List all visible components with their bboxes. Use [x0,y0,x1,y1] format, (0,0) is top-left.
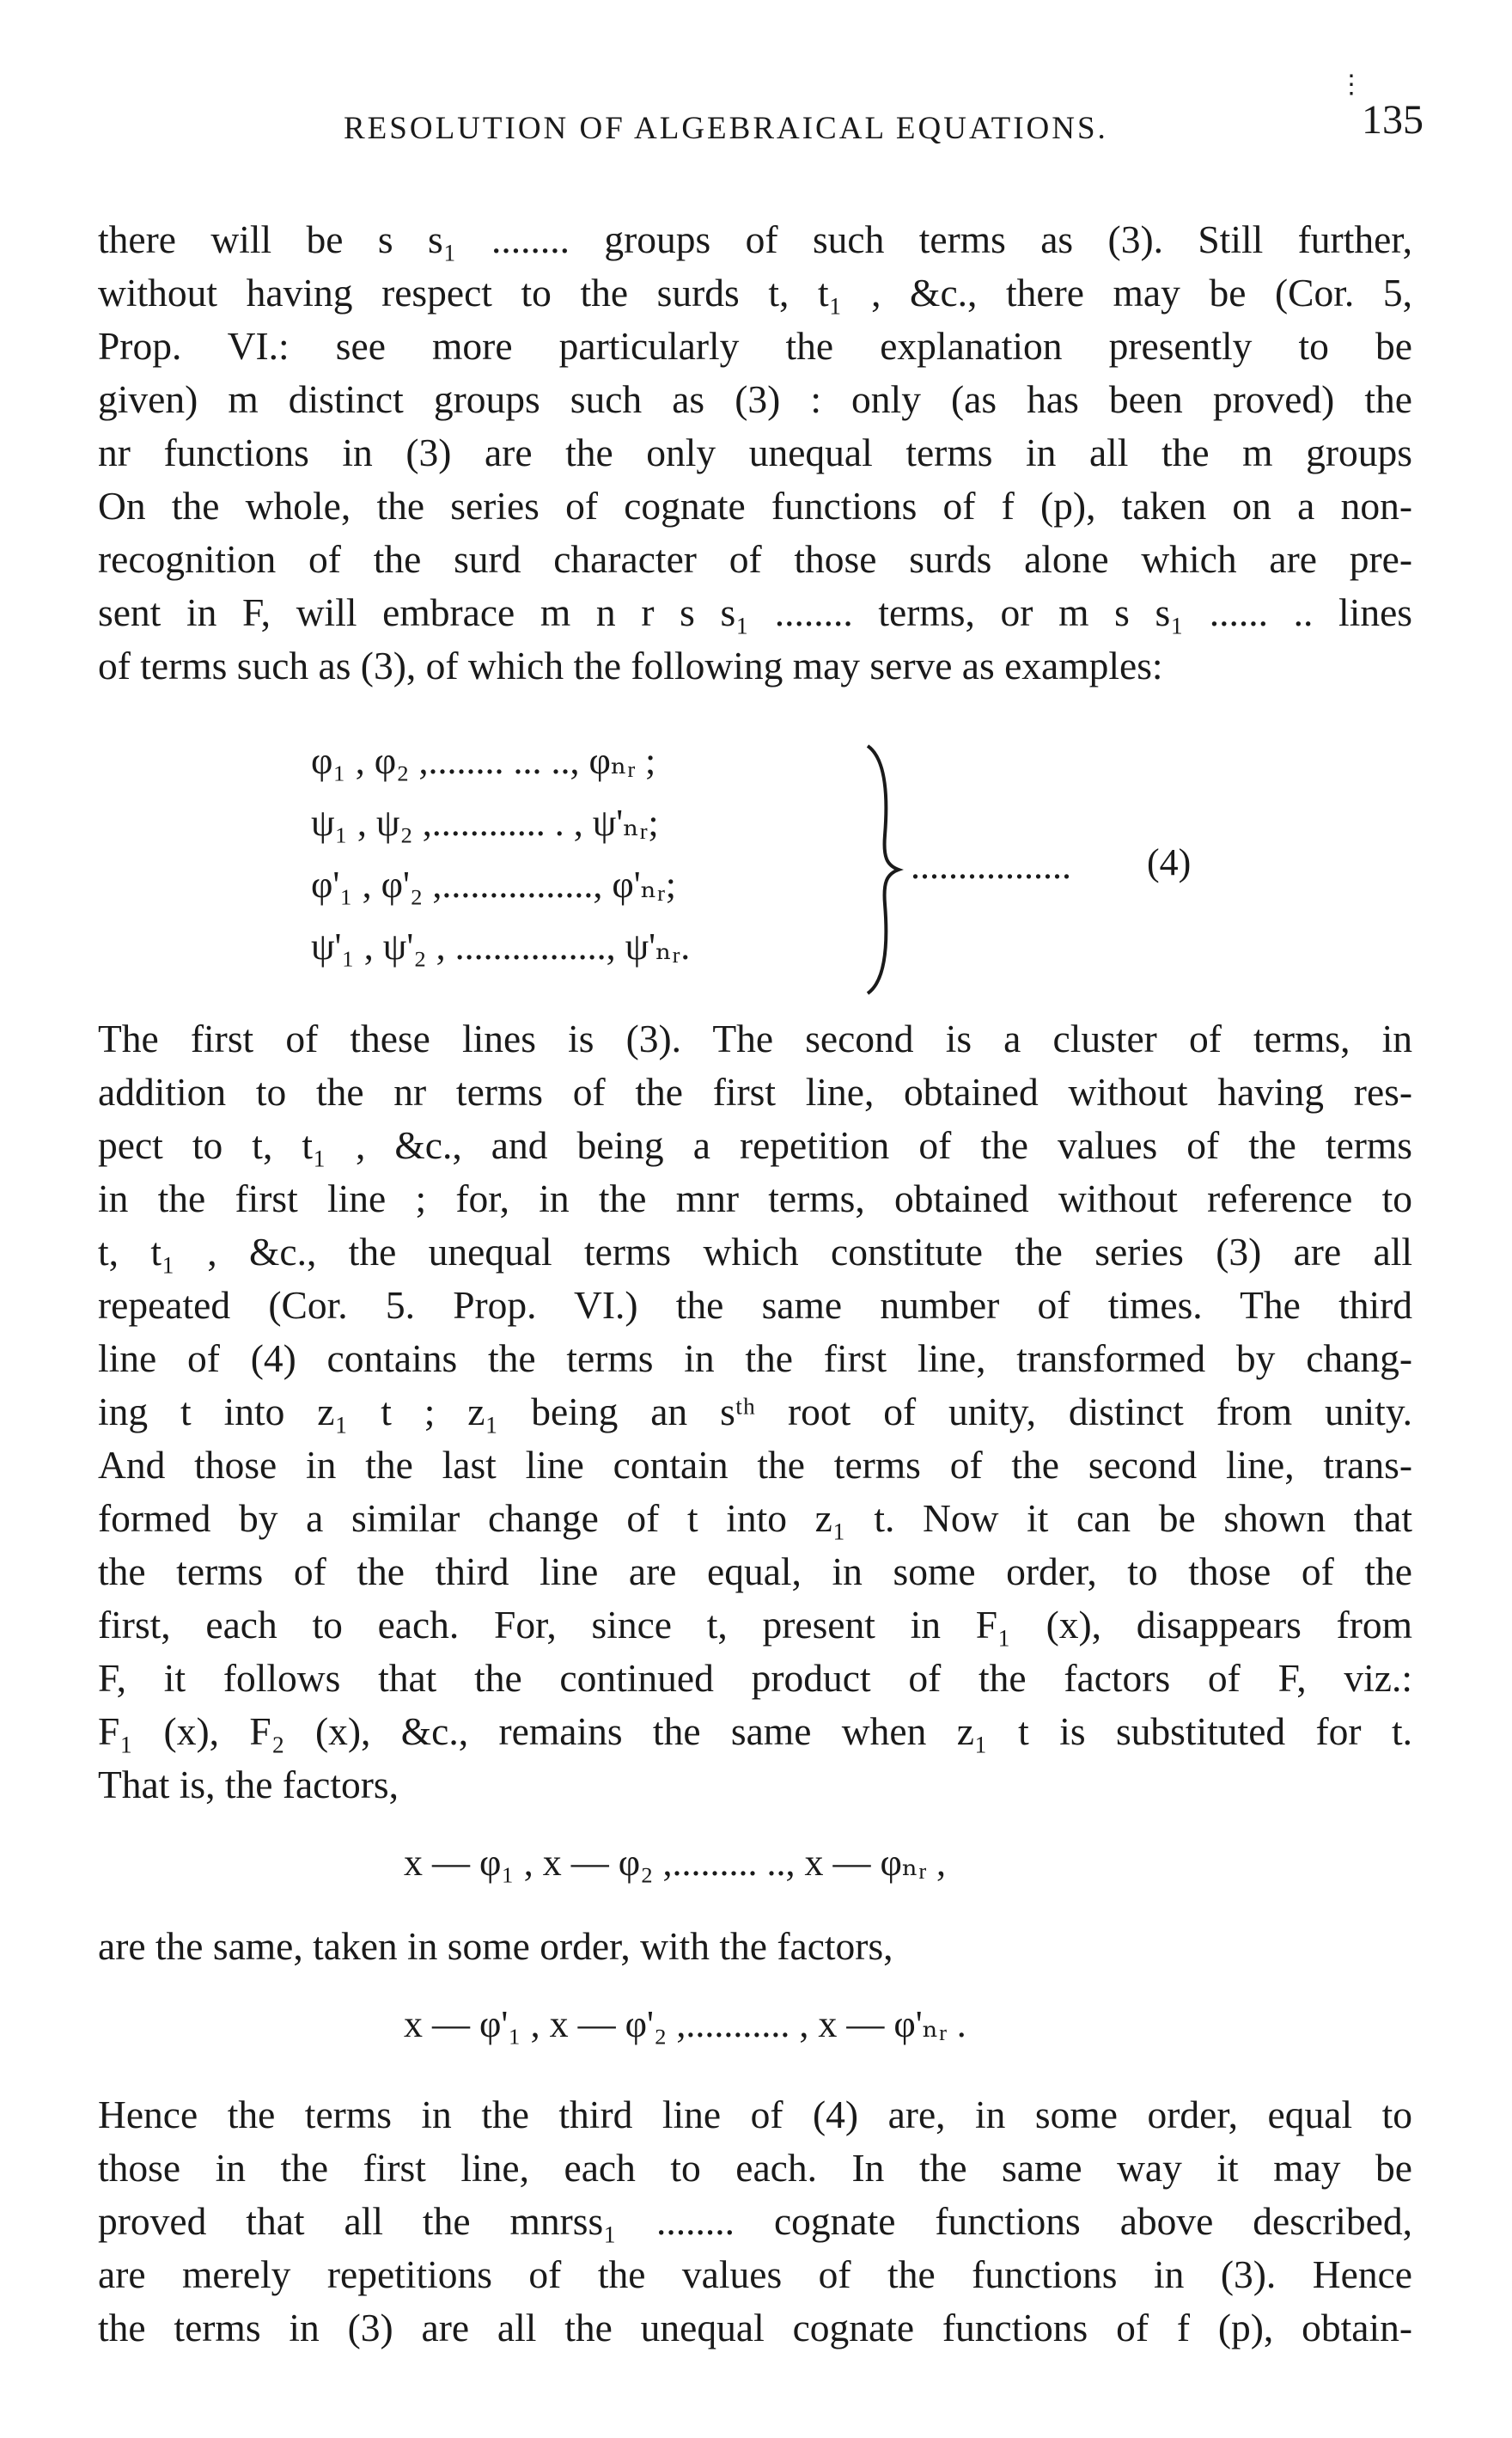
array-row: φ₁ , φ₂ ,........ ... .., φₙᵣ ; [311,740,656,782]
text-line: t, t₁ , &c., the unequal terms which constitute the series (3) are all [98,1230,1412,1274]
text-line: first, each to each. For, since t, present in F₁ (x), disappears from [98,1603,1412,1647]
text-line: there will be s s₁ ........ groups of such terms as (3). Still further, [98,217,1412,261]
text-line: F₁ (x), F₂ (x), &c., remains the same when z₁ t is substituted for t. [98,1709,1412,1753]
text-line: repeated (Cor. 5. Prop. VI.) the same number of times. The third [98,1283,1412,1327]
text-line: F, it follows that the continued product of the factors of F, viz.: [98,1656,1412,1700]
page-number: 135 [1362,97,1424,143]
text-line: the terms of the third line are equal, in some order, to those of the [98,1549,1412,1593]
factors-equation-2: x — φ'₁ , x — φ'₂ ,........... , x — φ'ₙᵣ . [404,2003,966,2045]
text-line: sent in F, will embrace m n r s s₁ ........ terms, or m s s₁ ...... .. lines [98,590,1412,634]
text-line: formed by a similar change of t into z₁ t. Now it can be shown that [98,1496,1412,1540]
text-line: in the first line ; for, in the mnr terms, obtained without reference to [98,1176,1412,1220]
text-line: pect to t, t₁ , &c., and being a repetition of the values of the terms [98,1123,1412,1167]
text-line: the terms in (3) are all the unequal cognate functions of f (p), obtain- [98,2306,1412,2349]
text-line: of terms such as (3), of which the following may serve as examples: [98,644,1163,687]
text-line: recognition of the surd character of those surds alone which are pre- [98,537,1412,581]
array-leader: ................. [911,845,1071,887]
text-line: That is, the factors, [98,1763,399,1806]
text-line: are merely repetitions of the values of the functions in (3). Hence [98,2252,1412,2296]
text-line: are the same, taken in some order, with the factors, [98,1924,893,1968]
text-line: And those in the last line contain the terms of the second line, trans- [98,1443,1412,1487]
array-row: ψ'₁ , ψ'₂ , ................, ψ'ₙᵣ. [311,926,691,968]
text-line: The first of these lines is (3). The second is a cluster of terms, in [98,1017,1412,1060]
text-line: line of (4) contains the terms in the first line, transformed by chang- [98,1336,1412,1380]
array-row: ψ₁ , ψ₂ ,............ . , ψ'ₙᵣ; [311,802,659,844]
text-line: Prop. VI.: see more particularly the explanation presently to be [98,324,1412,368]
text-line: On the whole, the series of cognate functions of f (p), taken on a non- [98,484,1412,528]
text-line: without having respect to the surds t, t₁ , &c., there may be (Cor. 5, [98,271,1412,315]
text-line: addition to the nr terms of the first line, obtained without having res- [98,1070,1412,1114]
equation-number: (4) [1147,841,1192,883]
running-title: RESOLUTION OF ALGEBRAICAL EQUATIONS. [344,111,1108,146]
text-line: nr functions in (3) are the only unequal terms in all the m groups [98,431,1412,474]
array-row: φ'₁ , φ'₂ ,................, φ'ₙᵣ; [311,864,677,906]
text-line: proved that all the mnrss₁ ........ cognate functions above described, [98,2199,1412,2243]
text-line: given) m distinct groups such as (3) : only (as has been proved) the [98,377,1412,421]
text-line: Hence the terms in the third line of (4) are, in some order, equal to [98,2093,1412,2136]
corner-mark: ⋮ [1338,70,1364,99]
text-line: those in the first line, each to each. In the same way it may be [98,2146,1412,2190]
right-brace [859,741,911,999]
text-line: ing t into z₁ t ; z₁ being an sᵗʰ root of unity, distinct from unity. [98,1390,1412,1433]
factors-equation-1: x — φ₁ , x — φ₂ ,......... .., x — φₙᵣ , [404,1842,946,1884]
